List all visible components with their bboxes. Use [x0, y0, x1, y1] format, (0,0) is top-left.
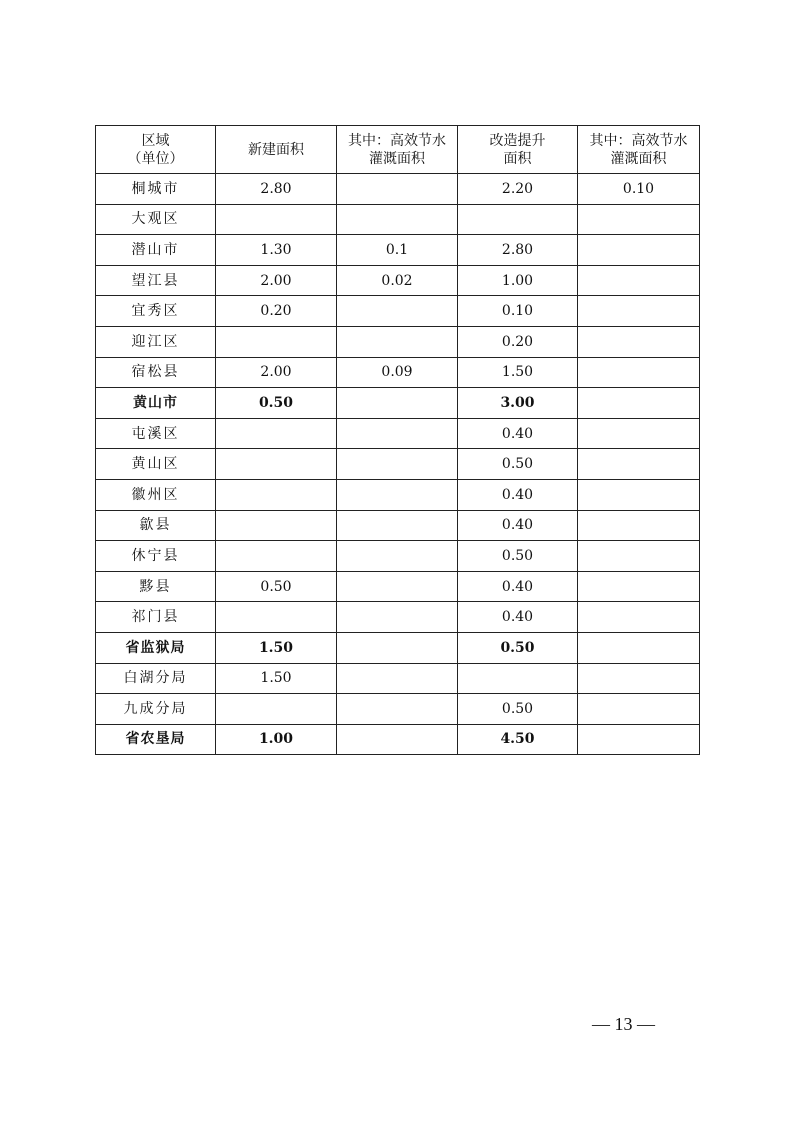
cell-new-area: [216, 449, 337, 480]
header-region-line2: （单位）: [127, 150, 184, 167]
cell-region: 黄山区: [96, 449, 216, 480]
cell-new-area: [216, 510, 337, 541]
cell-new-efficient: [337, 449, 458, 480]
table-row: [96, 479, 700, 510]
cell-new-efficient: [337, 632, 458, 663]
table-row: [96, 449, 700, 480]
cell-upgrade-efficient: [578, 296, 700, 327]
cell-new-area: 1.00: [216, 724, 337, 755]
table-row: [96, 724, 700, 755]
cell-new-efficient: [337, 602, 458, 633]
header-upgrade-area-line1: 改造提升: [489, 132, 546, 149]
cell-upgrade-efficient: [578, 265, 700, 296]
header-new-efficient-line2: 灌溉面积: [369, 150, 425, 167]
table-row: [96, 541, 700, 572]
cell-upgrade-efficient: [578, 663, 700, 694]
cell-new-efficient: 0.09: [337, 357, 458, 388]
cell-upgrade-efficient: [578, 694, 700, 725]
cell-upgrade-efficient: [578, 235, 700, 266]
table-row: [96, 602, 700, 633]
cell-region: 休宁县: [96, 541, 216, 572]
cell-region: 桐城市: [96, 174, 216, 205]
cell-upgrade-area: 0.20: [458, 326, 578, 357]
cell-new-area: 0.50: [216, 571, 337, 602]
header-upgrade-efficient-line2: 灌溉面积: [610, 150, 667, 167]
cell-upgrade-area: 0.40: [458, 602, 578, 633]
cell-new-area: 1.50: [216, 663, 337, 694]
cell-upgrade-efficient: [578, 326, 700, 357]
cell-upgrade-efficient: [578, 602, 700, 633]
header-upgrade-area-line2: 面积: [503, 150, 532, 167]
table-body: [96, 174, 700, 755]
table-row: [96, 632, 700, 663]
header-new-efficient: [337, 126, 458, 174]
cell-new-efficient: [337, 326, 458, 357]
cell-new-efficient: [337, 479, 458, 510]
table-row: [96, 326, 700, 357]
cell-upgrade-efficient: 0.10: [578, 174, 700, 205]
cell-upgrade-efficient: [578, 571, 700, 602]
cell-new-efficient: 0.1: [337, 235, 458, 266]
cell-region: 徽州区: [96, 479, 216, 510]
cell-region: 省农垦局: [96, 724, 216, 755]
cell-upgrade-area: 0.50: [458, 541, 578, 572]
cell-region: 大观区: [96, 204, 216, 235]
cell-upgrade-area: 1.00: [458, 265, 578, 296]
cell-region: 望江县: [96, 265, 216, 296]
cell-new-area: 2.80: [216, 174, 337, 205]
cell-upgrade-area: 0.40: [458, 479, 578, 510]
table-row: [96, 510, 700, 541]
cell-new-efficient: [337, 694, 458, 725]
cell-upgrade-efficient: [578, 204, 700, 235]
cell-region: 九成分局: [96, 694, 216, 725]
cell-upgrade-area: 1.50: [458, 357, 578, 388]
table-row: [96, 418, 700, 449]
cell-upgrade-area: 0.50: [458, 694, 578, 725]
cell-new-efficient: [337, 418, 458, 449]
cell-region: 屯溪区: [96, 418, 216, 449]
cell-upgrade-area: 2.20: [458, 174, 578, 205]
cell-upgrade-area: [458, 204, 578, 235]
table-row: [96, 296, 700, 327]
cell-upgrade-area: 3.00: [458, 388, 578, 419]
cell-region: 宜秀区: [96, 296, 216, 327]
table-row: [96, 235, 700, 266]
cell-region: 白湖分局: [96, 663, 216, 694]
cell-region: 迎江区: [96, 326, 216, 357]
cell-upgrade-area: 0.40: [458, 571, 578, 602]
cell-new-area: 2.00: [216, 357, 337, 388]
cell-new-efficient: [337, 388, 458, 419]
table-row: [96, 357, 700, 388]
cell-region: 潜山市: [96, 235, 216, 266]
table-row: [96, 571, 700, 602]
cell-new-area: 0.50: [216, 388, 337, 419]
cell-new-efficient: 0.02: [337, 265, 458, 296]
cell-region: 黄山市: [96, 388, 216, 419]
table-row: [96, 388, 700, 419]
cell-upgrade-area: 0.40: [458, 418, 578, 449]
cell-new-area: [216, 541, 337, 572]
cell-upgrade-area: 0.40: [458, 510, 578, 541]
cell-new-area: 1.30: [216, 235, 337, 266]
cell-new-efficient: [337, 541, 458, 572]
header-region-line1: 区域: [141, 132, 170, 149]
cell-upgrade-efficient: [578, 357, 700, 388]
irrigation-area-table: [95, 125, 700, 755]
cell-region: 歙县: [96, 510, 216, 541]
cell-region: 祁门县: [96, 602, 216, 633]
cell-upgrade-area: 0.50: [458, 632, 578, 663]
table-row: [96, 204, 700, 235]
cell-new-efficient: [337, 571, 458, 602]
table-row: [96, 265, 700, 296]
cell-new-efficient: [337, 174, 458, 205]
cell-upgrade-efficient: [578, 418, 700, 449]
header-new-efficient-line1: 其中：高效节水: [348, 132, 446, 149]
cell-new-efficient: [337, 204, 458, 235]
cell-new-area: 2.00: [216, 265, 337, 296]
header-region: [96, 126, 216, 174]
cell-new-area: 1.50: [216, 632, 337, 663]
cell-new-area: [216, 204, 337, 235]
cell-upgrade-efficient: [578, 724, 700, 755]
cell-region: 省监狱局: [96, 632, 216, 663]
cell-upgrade-efficient: [578, 479, 700, 510]
cell-region: 宿松县: [96, 357, 216, 388]
cell-upgrade-area: 2.80: [458, 235, 578, 266]
header-row: [96, 126, 700, 174]
cell-new-efficient: [337, 663, 458, 694]
cell-region: 黟县: [96, 571, 216, 602]
cell-upgrade-area: 4.50: [458, 724, 578, 755]
table-row: [96, 694, 700, 725]
cell-upgrade-area: [458, 663, 578, 694]
cell-new-efficient: [337, 296, 458, 327]
header-upgrade-efficient-line1: 其中：高效节水: [589, 132, 688, 149]
header-new-area-line1: 新建面积: [248, 141, 304, 158]
cell-upgrade-area: 0.10: [458, 296, 578, 327]
cell-new-efficient: [337, 510, 458, 541]
table-row: [96, 174, 700, 205]
page-number: — 13 —: [592, 1014, 655, 1034]
cell-upgrade-efficient: [578, 541, 700, 572]
cell-upgrade-efficient: [578, 449, 700, 480]
cell-upgrade-efficient: [578, 632, 700, 663]
header-upgrade-efficient: [578, 126, 700, 174]
cell-new-area: [216, 694, 337, 725]
header-new-area: [216, 126, 337, 174]
cell-new-area: [216, 418, 337, 449]
table-header: [96, 126, 700, 174]
cell-new-area: [216, 326, 337, 357]
table-row: [96, 663, 700, 694]
cell-new-efficient: [337, 724, 458, 755]
cell-upgrade-area: 0.50: [458, 449, 578, 480]
cell-new-area: [216, 602, 337, 633]
header-upgrade-area: [458, 126, 578, 174]
cell-new-area: 0.20: [216, 296, 337, 327]
cell-new-area: [216, 479, 337, 510]
cell-upgrade-efficient: [578, 388, 700, 419]
cell-upgrade-efficient: [578, 510, 700, 541]
